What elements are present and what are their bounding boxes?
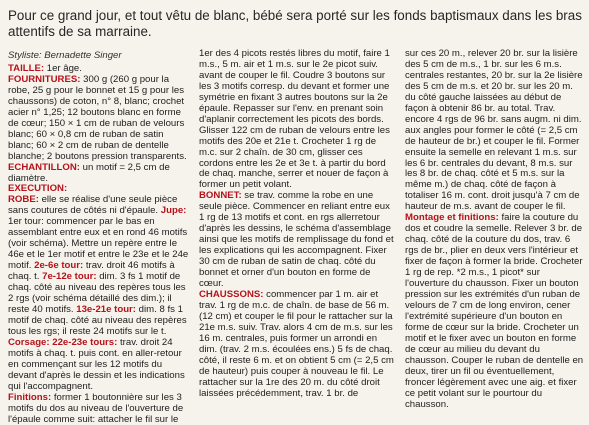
montage-section bbox=[405, 213, 585, 410]
tour-22-23-text: trav. droit 24 motifs à chaq. t. puis cont. en aller-retour en commençant sur les 12 motifs du devant d'après le dessin et les indications qui l'accompagnent. bbox=[8, 336, 185, 392]
tour-13-21-heading: 13e-21e tour: bbox=[76, 303, 136, 315]
robe-text: elle se réalise d'une seule pièce sans coutures de côtés ni d'épaule. bbox=[8, 194, 178, 217]
fournitures-section bbox=[8, 75, 189, 163]
fournitures-text: 300 g (260 g pour la robe, 25 g pour le bonnet et 15 g pour les chaussons) de coton, n° 8, blanc; crochet acier n° 1,25; 12 boutons blanc en forme de cœur; 150 × 1 cm de ruban de velours blanc; 60 × 0,8 cm de ruban de satin blanc; 60 × 2 cm de ruban de dentelle blanche; 2 boutons pression transparents. bbox=[8, 73, 187, 162]
stylist-credit: Styliste: Bernadette Singer bbox=[8, 50, 122, 61]
chaussons-text: commencer par 1 m. air et trav. 1 rg de m.c. de chaîn. de base de 56 m. (12 cm) et couper le fil pour le rattacher sur la 21e m.s. suiv. Trav. alors 4 cm de m.s. sur les 16 m. centrales, puis former un arrondi en dim. (trav. 2 m.s. écoulées ens.) 5 fs de chaq. côté, il reste 6 m. et on obtient 5 cm (= 2,5 cm de hauteur) puis couper à nouveau le fil. Le rattacher sur la 1re des 20 m. du côté droit laissées précédemment, trav. 1 br. de bbox=[199, 288, 394, 399]
montage-text: faire la couture du dos et coudre la semelle. Relever 3 br. de chaq. côté de la couture du dos, trav. 6 rgs de br., plier en deux vers l'intérieur et fixer de façon à former la bride. Crocheter 1 rg de rep. *2 m.s., 1 picot* sur l'ouverture du chausson. Fixer un bouton pression sur les extrémités d'un ruban de velours de 7 cm de long environ, cener l'extrémité supérieure d'un bouton en forme de cœur sur la bride. Crocheter un motif et le fixer avec un bouton en forme de cœur au milieu du devant du chausson. Couper le ruban de dentelle en deux, tirer un fil ou éventuellement, froncer légèrement avec une aig. et fixer ce petit volant sur le pourtour du chausson. bbox=[405, 212, 584, 410]
column-2 bbox=[199, 49, 394, 400]
robe-section bbox=[8, 195, 189, 392]
echantillon-heading: ECHANTILLON: bbox=[8, 161, 80, 173]
corsage-heading: Corsage: bbox=[8, 336, 50, 348]
intro-paragraph bbox=[8, 8, 583, 39]
echantillon-section bbox=[8, 163, 189, 185]
jupe-text: 1er tour: commencer par le bas en assemblant entre eux et en rond 46 motifs (voir schéma). Mettre un repère entre le 46e et le 1er motif et entre le 23e et le 24e motif. bbox=[8, 216, 189, 272]
finitions-heading: Finitions: bbox=[8, 391, 52, 403]
execution-heading: EXECUTION: bbox=[8, 183, 68, 195]
finitions-section bbox=[8, 393, 189, 425]
tour-13-21-text: dim. 8 fs 1 motif de chaq. côté au niveau des repères tous les rgs; il reste 24 motifs sur le t. bbox=[8, 303, 187, 337]
tour-2-6-heading: 2e-6e tour: bbox=[34, 260, 84, 272]
column-1 bbox=[8, 64, 189, 425]
tour-7-12-text: dim. 3 fs 1 motif de chaq. côté au niveau des repères tous les 2 rgs (voir schéma détaillé des dim.); il reste 40 motifs. bbox=[8, 271, 186, 315]
taille-text: 1er âge. bbox=[44, 63, 82, 74]
bonnet-heading: BONNET: bbox=[199, 190, 242, 202]
bonnet-section bbox=[199, 191, 394, 290]
fournitures-heading: FOURNITURES: bbox=[8, 73, 81, 85]
finitions-continued: 1er des 4 picots restés libres du motif, faire 1 m.s., 5 m. air et 1 m.s. sur le 2e picot suiv. avant de couper le fil. Coudre 3 boutons sur les 3 motifs corresp. du devant et former une symétrie en fixant 3 autres boutons sur la 2e épaule. Repasser sur l'env. en prenant soin d'aplanir correctement les picots des bords. Glisser 122 cm de ruban de velours entre les motifs des 20e et 21e t. Crocheter 1 rg de m.c. sur 2 chaîn. de 30 cm, glisser ces cordons entre les 2e et 3e t. à partir du bord de chaq. manche, serrer et nouer de façon à former un petit volant. bbox=[199, 48, 390, 191]
echantillon-text: un motif = 2,5 cm de diamètre. bbox=[8, 161, 170, 184]
finitions-text: former 1 boutonnière sur les 3 motifs du dos au niveau de l'ouverture de l'épaule comme suit: attacher le fil sur le bbox=[8, 391, 184, 425]
robe-heading: ROBE: bbox=[8, 194, 39, 206]
bonnet-text: se trav. comme la robe en une seule pièce. Commencer en reliant entre eux 1 rg de 13 motifs et cont. en rgs allerretour d'après les dessins, le schéma d'assemblage ainsi que les motifs de remplissage du fond et les explications qui les accompagnent. Fixer 30 cm de ruban de satin de chaq. côté du bonnet et orner d'un bouton en forme de cœur. bbox=[199, 190, 394, 290]
chaussons-continued: sur ces 20 m., relever 20 br. sur la lisière des 5 cm de m.s., 1 br. sur les 6 m.s. centrales restantes, 20 br. sur la 2e lisière des 5 cm de m.s. et 20 br. sur les 20 m. du côté gauche laissées au début de façon à obtenir 86 br. au total. Trav. encore 4 rgs de 96 br. sans augm. ni dim. aux angles pour former le côté (= 2,5 cm de hauteur de br.) et couper le fil. Former ensuite la semelle en relevant 1 m.s. sur les 6 br. centrales du devant, 8 m.s. sur les 8 br. de chaq. côté et 5 m.s. sur la même m.) de chaq. côté de façon à totaliser 16 m. cont. droit jusqu'à 7 cm de hauteur de m.s. avant de couper le fil. bbox=[405, 48, 583, 213]
tour-7-12-heading: 7e-12e tour: bbox=[42, 271, 97, 283]
chaussons-section bbox=[199, 290, 394, 400]
tour-2-6-text: trav. droit 46 motifs à chaq. t. bbox=[8, 260, 175, 283]
chaussons-heading: CHAUSSONS: bbox=[199, 288, 264, 300]
tour-22-23-heading: 22e-23e tours: bbox=[52, 336, 118, 348]
montage-heading: Montage et finitions: bbox=[405, 212, 499, 224]
intro-text: Pour ce grand jour, et tout vêtu de blanc, bébé sera porté sur les fonds baptismaux dans les bras attentifs de sa marraine. bbox=[8, 8, 582, 39]
column-3 bbox=[405, 49, 585, 410]
jupe-heading: Jupe: bbox=[160, 205, 187, 217]
taille-heading: TAILLE: bbox=[8, 63, 45, 74]
